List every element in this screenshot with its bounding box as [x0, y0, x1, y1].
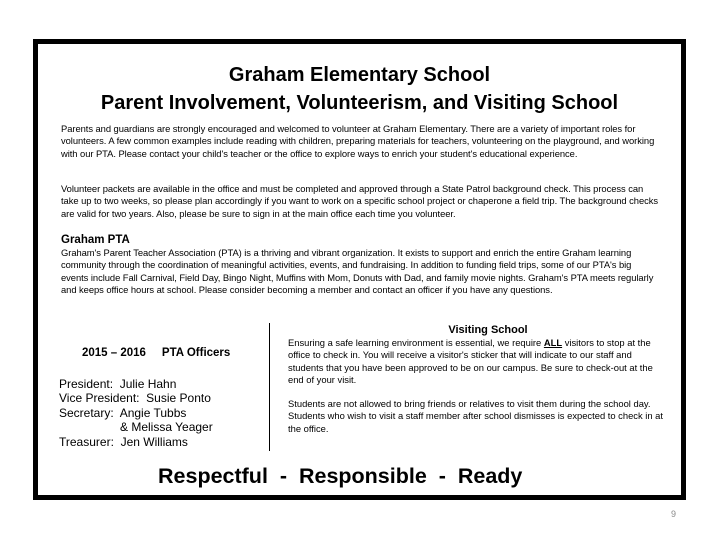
- page-title: [38, 61, 681, 117]
- visiting-p1-start: Ensuring a safe learning environment is essential, we require: [288, 337, 544, 348]
- officers-list: [59, 377, 269, 449]
- column-divider: [269, 323, 270, 451]
- visiting-p1-end: visitors to stop at the office to check in. You will receive a visitor's sticker that will indicate to our staff and students that you have been approved to be on our campus. Be sure to check-out at the end of your visit.: [288, 337, 653, 385]
- title-subject: Parent Involvement, Volunteerism, and Visiting School: [100, 92, 619, 114]
- visiting-heading: Visiting School: [448, 324, 528, 336]
- officer-treasurer: Treasurer: Jen Williams: [59, 434, 188, 449]
- document-frame: [33, 39, 686, 500]
- pta-paragraph: Graham's Parent Teacher Association (PTA) is a thriving and vibrant organization. It exists to support and enrich the entire Graham learning community through the coordination of meaningful activities, events, and fundraising. In addition to funding field trips, some of our PTA's big events include Fall Carnival, Field Day, Bingo Night, Muffins with Mom, Donuts with Dad, and family movie nights. Graham's PTA meets regularly and keeps office hours at school. Please consider becoming a member and contact an officer if you have any questions.: [61, 247, 654, 295]
- officers-section: [59, 338, 269, 449]
- volunteer-paragraph: Volunteer packets are available in the office and must be completed and approved through a State Patrol background check. This process can take up to two weeks, so please plan accordingly if you want to work on a specific school project or chaperone a field trip. The background checks are valid for two years. Also, please be sure to sign in at the main office each time you volunteer.: [61, 183, 659, 219]
- title-school-name: Graham Elementary School: [228, 64, 491, 86]
- officers-heading: 2015 – 2016 PTA Officers: [82, 347, 231, 359]
- intro-paragraph: Parents and guardians are strongly encouraged and welcomed to volunteer at Graham Elementary. There are a variety of important roles for volunteers. A few common examples include reading with children, preparing materials for teachers, volunteering on the playground, and working with our PTA. Please contact your child's teacher or the office to explore ways to enrich your student's educational experience.: [61, 123, 655, 159]
- officer-secretary-co: & Melissa Yeager: [120, 420, 213, 435]
- visiting-p1-emphasis: ALL: [543, 337, 563, 348]
- page-number: 9: [671, 509, 677, 519]
- officer-president: President: Julie Hahn: [59, 377, 177, 391]
- officer-vice-president: Vice President: Susie Ponto: [59, 391, 211, 406]
- visiting-paragraph-2: Students are not allowed to bring friends or relatives to visit them during the school day. Students who wish to visit a staff member after school dismisses is expected to check in at the office.: [288, 398, 663, 434]
- school-motto: Respectful - Responsible - Ready: [158, 464, 523, 488]
- visiting-section: [288, 324, 668, 435]
- visiting-paragraph-1: [288, 337, 668, 386]
- pta-heading: Graham PTA: [61, 234, 130, 246]
- officer-secretary: Secretary: Angie Tubbs: [59, 405, 187, 420]
